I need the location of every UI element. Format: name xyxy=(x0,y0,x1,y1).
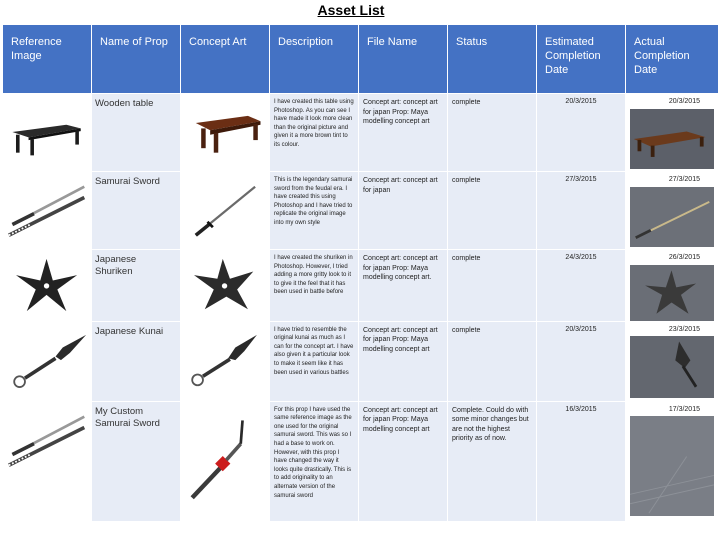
estimated-date-cell: 20/3/2015 xyxy=(537,94,626,172)
description-cell: For this prop I have used the same reference image as the one used for the original samurai sword. This was so I had a base to work on. However, with this prop I have changed the way it looks quite drastically. This is to add originality to an alternate version of the samurai sword xyxy=(270,401,359,521)
concept-art-cell xyxy=(181,172,270,250)
actual-cell xyxy=(626,172,719,250)
shuriken-reference-image xyxy=(7,254,87,316)
prop-name-cell: Japanese Shuriken xyxy=(92,250,181,322)
file-name-cell: Concept art: concept art for japan Prop: Maya modelling concept art. xyxy=(359,250,448,322)
concept-art-cell xyxy=(181,321,270,401)
samurai-sword-model-render xyxy=(630,187,714,247)
file-name-cell: Concept art: concept art for japan Prop: Maya modelling concept art xyxy=(359,401,448,521)
estimated-date-cell: 27/3/2015 xyxy=(537,172,626,250)
reference-image-cell xyxy=(3,172,92,250)
table-row xyxy=(3,250,719,322)
prop-name-cell: My Custom Samurai Sword xyxy=(92,401,181,521)
status-cell: complete xyxy=(448,172,537,250)
custom-sword-reference-image xyxy=(7,406,87,476)
wooden-table-reference-image xyxy=(7,102,87,162)
header-description: Description xyxy=(270,25,359,94)
file-name-cell: Concept art: concept art for japan xyxy=(359,172,448,250)
custom-sword-concept-art xyxy=(185,410,265,510)
header-concept-art: Concept Art xyxy=(181,25,270,94)
actual-cell xyxy=(626,94,719,172)
table-row xyxy=(3,94,719,172)
actual-date: 23/3/2015 xyxy=(668,325,700,333)
prop-name-cell: Japanese Kunai xyxy=(92,321,181,401)
estimated-date-cell: 24/3/2015 xyxy=(537,250,626,322)
status-cell: complete xyxy=(448,94,537,172)
shuriken-model-render xyxy=(630,265,714,321)
status-cell: Complete. Could do with some minor changes but are not the highest priority as of now. xyxy=(448,401,537,521)
actual-cell xyxy=(626,401,719,521)
prop-name-cell: Samurai Sword xyxy=(92,172,181,250)
reference-image-cell xyxy=(3,94,92,172)
custom-sword-model-render xyxy=(630,416,714,516)
status-cell: complete xyxy=(448,321,537,401)
kunai-concept-art xyxy=(185,326,265,396)
header-file-name: File Name xyxy=(359,25,448,94)
concept-art-cell xyxy=(181,250,270,322)
description-cell: This is the legendary samurai sword from the feudal era. I have created this using Photoshop and I have tried to replicate the original image into my own style xyxy=(270,172,359,250)
reference-image-cell xyxy=(3,250,92,322)
samurai-sword-concept-art xyxy=(185,176,265,246)
concept-art-cell xyxy=(181,94,270,172)
description-cell: I have created the shuriken in Photoshop. However, I tried adding a more gritty look to it to give it the feel that it has been used in battle before xyxy=(270,250,359,322)
prop-name-cell: Wooden table xyxy=(92,94,181,172)
page-title: Asset List xyxy=(317,2,385,18)
table-row xyxy=(3,172,719,250)
actual-date: 27/3/2015 xyxy=(668,176,700,183)
reference-image-cell xyxy=(3,401,92,521)
kunai-model-render xyxy=(630,336,714,398)
actual-cell xyxy=(626,250,719,322)
status-cell: complete xyxy=(448,250,537,322)
file-name-cell: Concept art: concept art for japan Prop: Maya modelling concept art xyxy=(359,94,448,172)
description-cell: I have created this table using Photoshop. As you can see I have made it look more clean than the original picture and given it a more brown tint to its colour. xyxy=(270,94,359,172)
header-name-of-prop: Name of Prop xyxy=(92,25,181,94)
header-estimated-completion: Estimated Completion Date xyxy=(537,25,626,94)
reference-image-cell xyxy=(3,321,92,401)
asset-table xyxy=(2,24,719,522)
wooden-table-concept-art xyxy=(185,102,265,162)
file-name-cell: Concept art: concept art for japan Prop: Maya modelling concept art xyxy=(359,321,448,401)
actual-date: 20/3/2015 xyxy=(668,98,700,105)
estimated-date-cell: 16/3/2015 xyxy=(537,401,626,521)
table-row xyxy=(3,321,719,401)
actual-date: 26/3/2015 xyxy=(668,254,700,261)
concept-art-cell xyxy=(181,401,270,521)
kunai-reference-image xyxy=(7,326,87,396)
description-cell: I have tried to resemble the original kunai as much as I can for the concept art. I have also given it a particular look to make it seem like it has been used in various battles xyxy=(270,321,359,401)
header-status: Status xyxy=(448,25,537,94)
actual-cell xyxy=(626,321,719,401)
table-row xyxy=(3,401,719,521)
estimated-date-cell: 20/3/2015 xyxy=(537,321,626,401)
actual-date: 17/3/2015 xyxy=(668,405,700,413)
samurai-sword-reference-image xyxy=(7,176,87,246)
header-reference-image: Reference Image xyxy=(3,25,92,94)
header-actual-completion: Actual Completion Date xyxy=(626,25,719,94)
shuriken-concept-art xyxy=(185,254,265,316)
header-row xyxy=(3,25,719,94)
wooden-table-model-render xyxy=(630,109,714,169)
